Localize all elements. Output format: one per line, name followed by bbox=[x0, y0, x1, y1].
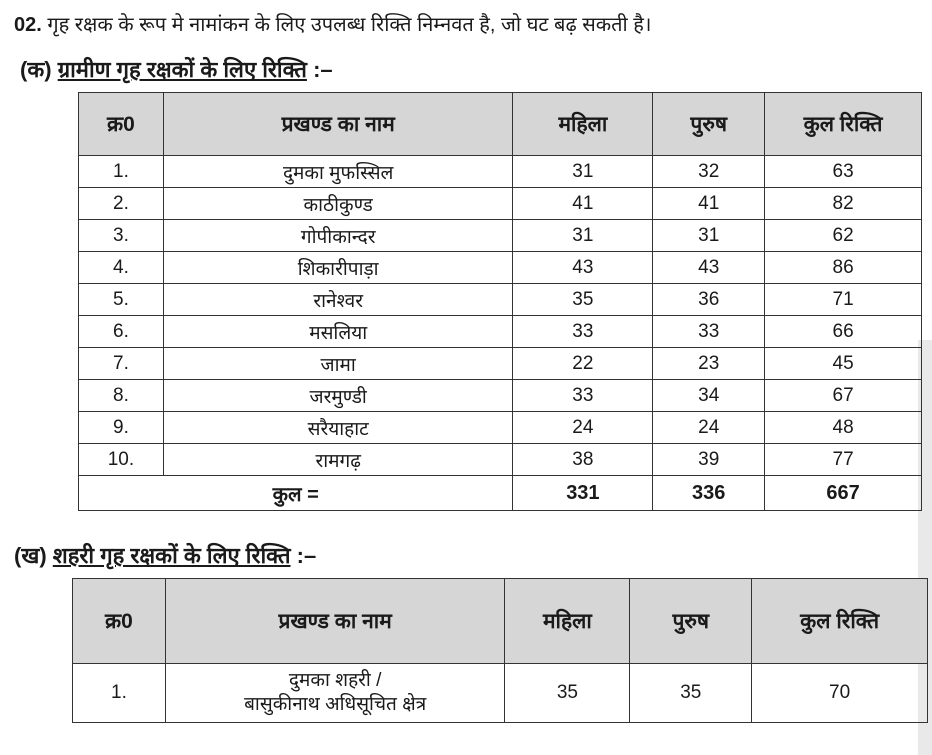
cell-male: 41 bbox=[653, 188, 765, 220]
table-row bbox=[79, 444, 922, 476]
cell-sn: 10. bbox=[79, 444, 164, 476]
table-row bbox=[79, 380, 922, 412]
rural-vacancy-table bbox=[78, 92, 922, 511]
cell-female: 33 bbox=[513, 380, 653, 412]
table-row bbox=[79, 316, 922, 348]
cell-female: 41 bbox=[513, 188, 653, 220]
cell-block-name: रामगढ़ bbox=[163, 444, 513, 476]
cell-block-name: रानेश्वर bbox=[163, 284, 513, 316]
cell-block-name: जामा bbox=[163, 348, 513, 380]
table-row bbox=[79, 412, 922, 444]
header-block-name: प्रखण्ड का नाम bbox=[165, 579, 505, 664]
cell-block-name: मसलिया bbox=[163, 316, 513, 348]
cell-sn: 5. bbox=[79, 284, 164, 316]
cell-total: 48 bbox=[765, 412, 922, 444]
table-row bbox=[79, 188, 922, 220]
table-header-row bbox=[73, 579, 928, 664]
cell-sn: 9. bbox=[79, 412, 164, 444]
cell-total: 71 bbox=[765, 284, 922, 316]
total-label: कुल = bbox=[79, 476, 513, 511]
cell-total: 70 bbox=[752, 664, 928, 723]
table-row bbox=[79, 252, 922, 284]
cell-total: 86 bbox=[765, 252, 922, 284]
cell-male: 43 bbox=[653, 252, 765, 284]
cell-male: 23 bbox=[653, 348, 765, 380]
cell-block-name: जरमुण्डी bbox=[163, 380, 513, 412]
header-sn: क्र0 bbox=[79, 93, 164, 156]
header-male: पुरुष bbox=[630, 579, 752, 664]
cell-male: 31 bbox=[653, 220, 765, 252]
intro-text: गृह रक्षक के रूप मे नामांकन के लिए उपलब्ध रिक्ति निम्नवत है, जो घट बढ़ सकती है। bbox=[47, 14, 652, 36]
cell-sn: 7. bbox=[79, 348, 164, 380]
cell-sn: 3. bbox=[79, 220, 164, 252]
section-a-prefix: (क) bbox=[20, 57, 52, 82]
cell-block-name: गोपीकान्दर bbox=[163, 220, 513, 252]
section-a-heading bbox=[20, 54, 333, 84]
cell-block-name: दुमका मुफस्सिल bbox=[163, 156, 513, 188]
block-name-line2: बासुकीनाथ अधिसूचित क्षेत्र bbox=[244, 694, 427, 715]
cell-sn: 1. bbox=[79, 156, 164, 188]
section-b-heading bbox=[14, 540, 316, 570]
table-row bbox=[79, 220, 922, 252]
intro-paragraph bbox=[14, 10, 652, 37]
cell-male: 24 bbox=[653, 412, 765, 444]
section-b-suffix: :– bbox=[296, 543, 317, 568]
cell-female: 38 bbox=[513, 444, 653, 476]
cell-sn: 4. bbox=[79, 252, 164, 284]
table-row bbox=[79, 156, 922, 188]
header-male: पुरुष bbox=[653, 93, 765, 156]
table-row bbox=[73, 664, 928, 723]
cell-male: 33 bbox=[653, 316, 765, 348]
cell-female: 31 bbox=[513, 156, 653, 188]
cell-male: 39 bbox=[653, 444, 765, 476]
header-block-name: प्रखण्ड का नाम bbox=[163, 93, 513, 156]
header-total: कुल रिक्ति bbox=[765, 93, 922, 156]
cell-sn: 8. bbox=[79, 380, 164, 412]
section-a-suffix: :– bbox=[313, 57, 333, 82]
urban-vacancy-table bbox=[72, 578, 928, 723]
total-total: 667 bbox=[765, 476, 922, 511]
block-name-line1: दुमका शहरी / bbox=[288, 670, 382, 691]
header-female: महिला bbox=[505, 579, 630, 664]
cell-male: 36 bbox=[653, 284, 765, 316]
table-header-row bbox=[79, 93, 922, 156]
section-b-prefix: (ख) bbox=[14, 543, 47, 568]
table-row bbox=[79, 284, 922, 316]
cell-female: 24 bbox=[513, 412, 653, 444]
cell-sn: 2. bbox=[79, 188, 164, 220]
cell-male: 34 bbox=[653, 380, 765, 412]
total-female: 331 bbox=[513, 476, 653, 511]
cell-female: 22 bbox=[513, 348, 653, 380]
header-sn: क्र0 bbox=[73, 579, 166, 664]
cell-total: 77 bbox=[765, 444, 922, 476]
intro-number: 02. bbox=[14, 14, 42, 36]
cell-female: 35 bbox=[505, 664, 630, 723]
cell-sn: 6. bbox=[79, 316, 164, 348]
cell-total: 82 bbox=[765, 188, 922, 220]
cell-total: 63 bbox=[765, 156, 922, 188]
table-row bbox=[79, 348, 922, 380]
header-total: कुल रिक्ति bbox=[752, 579, 928, 664]
cell-total: 45 bbox=[765, 348, 922, 380]
cell-female: 35 bbox=[513, 284, 653, 316]
cell-female: 33 bbox=[513, 316, 653, 348]
total-row bbox=[79, 476, 922, 511]
header-female: महिला bbox=[513, 93, 653, 156]
cell-block-name: काठीकुण्ड bbox=[163, 188, 513, 220]
cell-male: 35 bbox=[630, 664, 752, 723]
cell-female: 43 bbox=[513, 252, 653, 284]
cell-female: 31 bbox=[513, 220, 653, 252]
cell-block-name bbox=[165, 664, 505, 723]
cell-block-name: सरैयाहाट bbox=[163, 412, 513, 444]
cell-total: 67 bbox=[765, 380, 922, 412]
cell-male: 32 bbox=[653, 156, 765, 188]
section-b-title: शहरी गृह रक्षकों के लिए रिक्ति bbox=[52, 543, 291, 568]
cell-block-name: शिकारीपाड़ा bbox=[163, 252, 513, 284]
section-a-title: ग्रामीण गृह रक्षकों के लिए रिक्ति bbox=[57, 57, 307, 82]
cell-total: 66 bbox=[765, 316, 922, 348]
cell-total: 62 bbox=[765, 220, 922, 252]
total-male: 336 bbox=[653, 476, 765, 511]
cell-sn: 1. bbox=[73, 664, 166, 723]
